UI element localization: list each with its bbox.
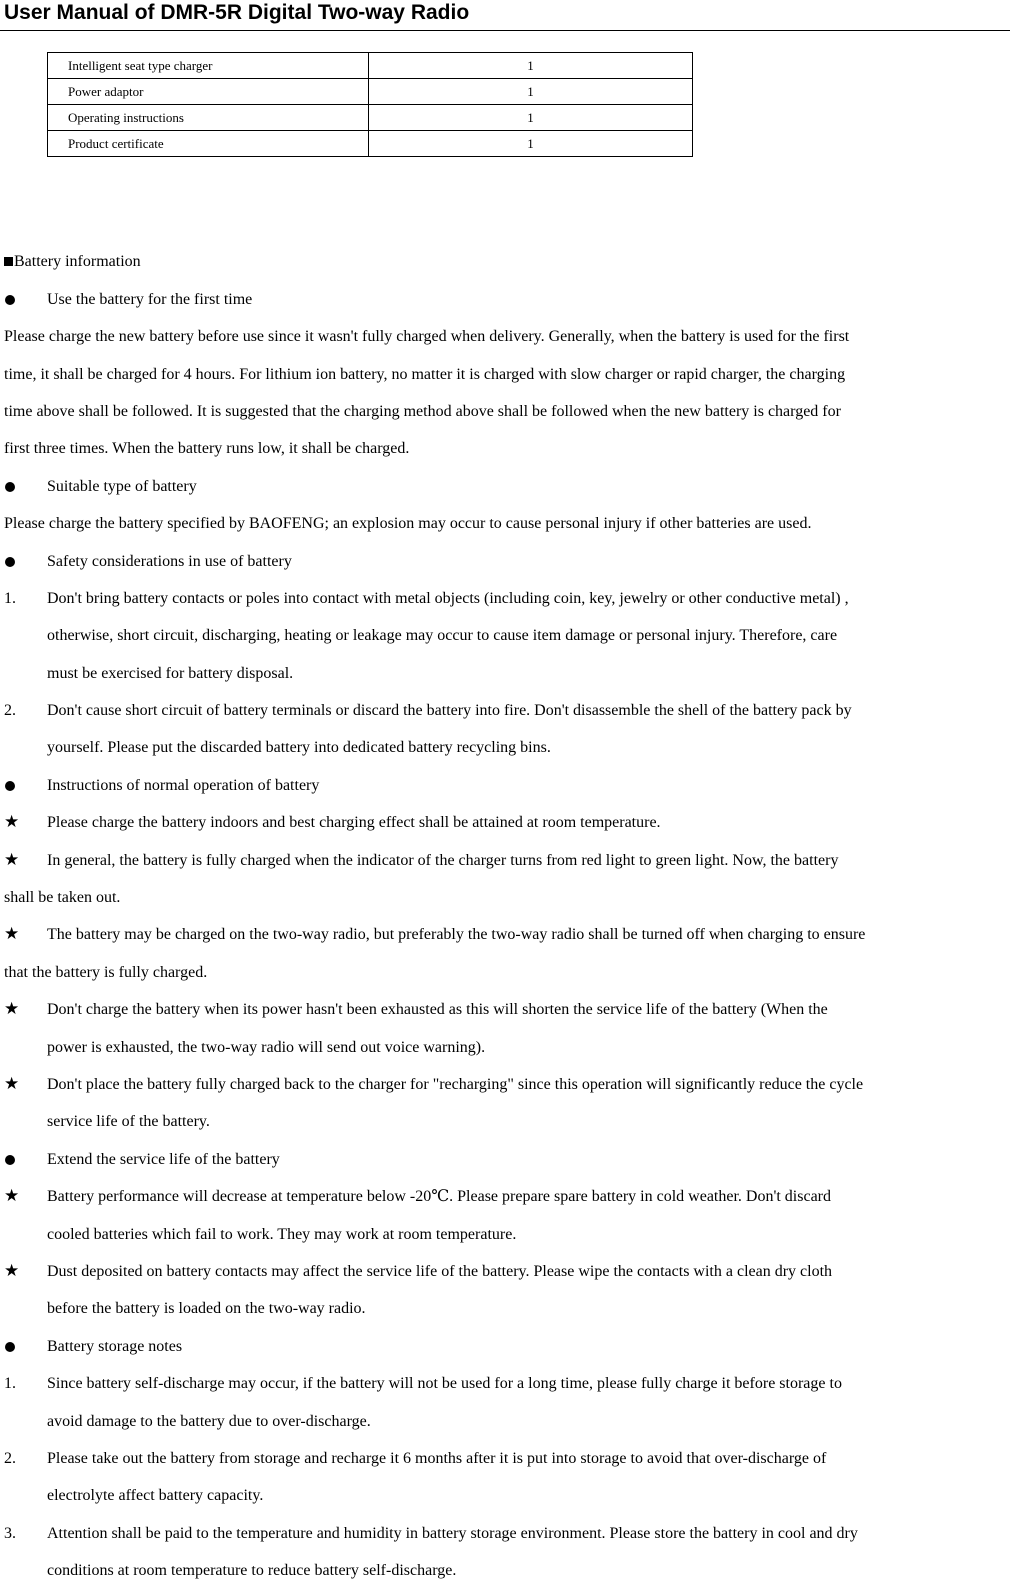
- star-icon: ★: [4, 924, 20, 945]
- bullet-marker: [4, 1328, 44, 1365]
- bullet-heading: Suitable type of battery: [47, 477, 197, 495]
- star-icon: ★: [4, 1260, 20, 1281]
- section-heading: [4, 243, 1008, 280]
- paragraph-line: Please charge the new battery before use since it wasn't fully charged when delivery. Generally, when the battery is used for the first: [4, 328, 850, 346]
- text-line: [4, 1328, 1008, 1365]
- filled-circle-icon: [5, 295, 15, 305]
- text-line: [4, 916, 1008, 953]
- list-item-text: Attention shall be paid to the temperature and humidity in battery storage environment. Please store the battery in cool and dry: [47, 1524, 858, 1542]
- bullet-marker: [4, 543, 44, 580]
- accessory-quantity: 1: [369, 131, 693, 157]
- list-number: 1.: [4, 589, 16, 607]
- text-line: [4, 804, 1008, 841]
- bullet-heading: Extend the service life of the battery: [47, 1150, 280, 1168]
- text-line: [4, 1290, 1008, 1327]
- bullet-heading: Safety considerations in use of battery: [47, 552, 292, 570]
- text-line: [4, 281, 1008, 318]
- table-row: [48, 105, 693, 131]
- list-item-text: In general, the battery is fully charged when the indicator of the charger turns from red light to green light. Now, the battery: [47, 851, 839, 869]
- star-icon: ★: [4, 1073, 20, 1094]
- table-row: [48, 131, 693, 157]
- text-line: [4, 767, 1008, 804]
- list-item-text: Don't place the battery fully charged back to the charger for "recharging" since this operation will significantly reduce the cycle: [47, 1075, 864, 1093]
- list-item-continuation: cooled batteries which fail to work. They may work at room temperature.: [47, 1225, 517, 1243]
- paragraph-line: that the battery is fully charged.: [4, 963, 208, 981]
- star-icon: ★: [4, 849, 20, 870]
- filled-circle-icon: [5, 781, 15, 791]
- text-line: [4, 1103, 1008, 1140]
- text-line: [4, 954, 1008, 991]
- list-item-text: Don't cause short circuit of battery terminals or discard the battery into fire. Don't disassemble the shell of the battery pack by: [47, 702, 852, 720]
- list-number: 2.: [4, 702, 16, 720]
- table-row: [48, 53, 693, 79]
- battery-section: [4, 206, 1008, 1589]
- list-item-continuation: service life of the battery.: [47, 1113, 210, 1131]
- list-item-text: The battery may be charged on the two-way radio, but preferably the two-way radio shall be turned off when charging to ensure: [47, 926, 866, 944]
- text-line: [4, 318, 1008, 355]
- text-line: [4, 393, 1008, 430]
- table-row: [48, 79, 693, 105]
- text-line: [4, 1477, 1008, 1514]
- list-item-continuation: yourself. Please put the discarded battery into dedicated battery recycling bins.: [47, 739, 551, 757]
- list-item-continuation: avoid damage to the battery due to over-discharge.: [47, 1412, 371, 1430]
- text-line: [4, 879, 1008, 916]
- text-line: [4, 543, 1008, 580]
- accessory-quantity: 1: [369, 79, 693, 105]
- square-bullet-icon: [4, 257, 13, 266]
- text-line: [4, 1552, 1008, 1589]
- bullet-marker: [4, 468, 44, 505]
- accessory-quantity: 1: [369, 105, 693, 131]
- accessory-quantity: 1: [369, 53, 693, 79]
- list-item-text: Please take out the battery from storage and recharge it 6 months after it is put into storage to avoid that over-discharge of: [47, 1449, 827, 1467]
- paragraph-line: shall be taken out.: [4, 889, 121, 907]
- list-item-continuation: conditions at room temperature to reduce battery self-discharge.: [47, 1562, 457, 1580]
- list-item-text: Battery performance will decrease at temperature below -20℃. Please prepare spare battery in cold weather. Don't discard: [47, 1188, 831, 1206]
- accessory-name: Operating instructions: [48, 105, 369, 131]
- text-line: [4, 692, 1008, 729]
- accessory-name: Intelligent seat type charger: [48, 53, 369, 79]
- text-line: [4, 468, 1008, 505]
- text-line: [4, 729, 1008, 766]
- text-line: [4, 1515, 1008, 1552]
- text-line: [4, 991, 1008, 1028]
- text-line: [4, 617, 1008, 654]
- list-number: 1.: [4, 1375, 16, 1393]
- paragraph-line: time, it shall be charged for 4 hours. For lithium ion battery, no matter it is charged with slow charger or rapid charger, the charging: [4, 365, 846, 383]
- bullet-marker: [4, 1141, 44, 1178]
- filled-circle-icon: [5, 1155, 15, 1165]
- list-item-text: Dust deposited on battery contacts may affect the service life of the battery. Please wipe the contacts with a clean dry cloth: [47, 1262, 833, 1280]
- text-line: [4, 655, 1008, 692]
- bullet-heading: Instructions of normal operation of battery: [47, 776, 320, 794]
- list-item-continuation: before the battery is loaded on the two-way radio.: [47, 1300, 366, 1318]
- bullet-heading: Use the battery for the first time: [47, 290, 253, 308]
- text-line: [4, 842, 1008, 879]
- bullet-marker: [4, 767, 44, 804]
- text-line: [4, 580, 1008, 617]
- paragraph-line: first three times. When the battery runs low, it shall be charged.: [4, 440, 410, 458]
- text-line: [4, 1178, 1008, 1215]
- page-header: [0, 0, 1010, 31]
- star-icon: ★: [4, 1186, 20, 1207]
- paragraph-line: time above shall be followed. It is suggested that the charging method above shall be followed when the new battery is charged for: [4, 402, 841, 420]
- text-line: [4, 1403, 1008, 1440]
- list-item-text: Please charge the battery indoors and best charging effect shall be attained at room temperature.: [47, 814, 661, 832]
- text-line: [4, 1141, 1008, 1178]
- text-line: [4, 430, 1008, 467]
- accessory-name: Product certificate: [48, 131, 369, 157]
- text-line: [4, 1029, 1008, 1066]
- section-title: Battery information: [14, 253, 141, 271]
- list-number: 2.: [4, 1449, 16, 1467]
- text-line: [4, 1216, 1008, 1253]
- filled-circle-icon: [5, 1342, 15, 1352]
- bullet-marker: [4, 281, 44, 318]
- page-title: User Manual of DMR-5R Digital Two-way Radio: [4, 1, 470, 24]
- list-item-continuation: must be exercised for battery disposal.: [47, 664, 294, 682]
- bullet-heading: Battery storage notes: [47, 1337, 183, 1355]
- list-item-continuation: power is exhausted, the two-way radio will send out voice warning).: [47, 1038, 486, 1056]
- star-icon: ★: [4, 999, 20, 1020]
- text-line: [4, 505, 1008, 542]
- list-item-text: Don't bring battery contacts or poles into contact with metal objects (including coin, key, jewelry or other conductive metal) ,: [47, 589, 849, 607]
- text-line: [4, 356, 1008, 393]
- list-item-continuation: otherwise, short circuit, discharging, heating or leakage may occur to cause item damage or personal injury. Therefore, care: [47, 627, 838, 645]
- text-line: [4, 1365, 1008, 1402]
- list-item-text: Since battery self-discharge may occur, if the battery will not be used for a long time, please fully charge it before storage to: [47, 1375, 842, 1393]
- text-line: [4, 1253, 1008, 1290]
- text-line: [4, 1440, 1008, 1477]
- paragraph-line: Please charge the battery specified by BAOFENG; an explosion may occur to cause personal injury if other batteries are used.: [4, 515, 812, 533]
- list-item-continuation: electrolyte affect battery capacity.: [47, 1487, 264, 1505]
- filled-circle-icon: [5, 482, 15, 492]
- list-item-text: Don't charge the battery when its power hasn't been exhausted as this will shorten the service life of the battery (When the: [47, 1001, 828, 1019]
- accessories-table: [47, 52, 693, 157]
- list-number: 3.: [4, 1524, 16, 1542]
- filled-circle-icon: [5, 557, 15, 567]
- accessory-name: Power adaptor: [48, 79, 369, 105]
- spacer: [4, 206, 1008, 243]
- star-icon: ★: [4, 812, 20, 833]
- text-line: [4, 1066, 1008, 1103]
